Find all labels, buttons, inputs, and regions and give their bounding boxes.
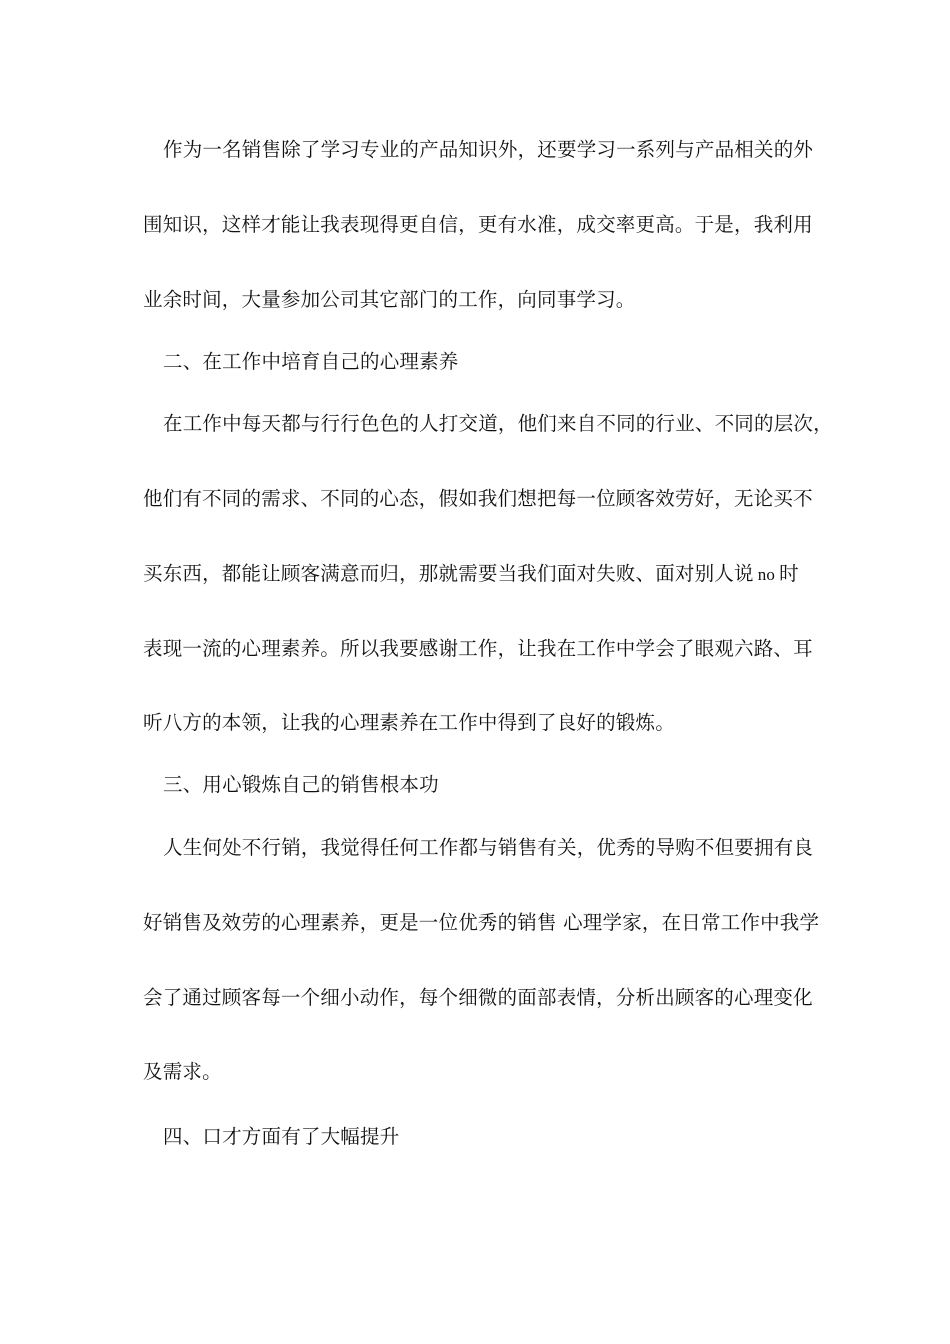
paragraph-line: 好销售及效劳的心理素养，更是一位优秀的销售 心理学家，在日常工作中我学: [143, 911, 820, 934]
section-heading: 二、在工作中培育自己的心理素养: [163, 350, 459, 373]
paragraph-line: 人生何处不行销，我觉得任何工作都与销售有关，优秀的导购不但要拥有良: [163, 836, 814, 859]
paragraph-line: 他们有不同的需求、不同的心态，假如我们想把每一位顾客效劳好，无论买不: [143, 487, 813, 510]
paragraph-line: [143, 560, 813, 589]
paragraph-text: 买东西，都能让顾客满意而归，那就需要当我们面对失败、面对别人说: [143, 562, 754, 585]
paragraph-line: 表现一流的心理素养。所以我要感谢工作，让我在工作中学会了眼观六路、耳: [143, 637, 813, 660]
paragraph-line: 作为一名销售除了学习专业的产品知识外，还要学习一系列与产品相关的外: [163, 138, 814, 161]
paragraph-text: 时: [779, 562, 799, 585]
section-heading: 四、口才方面有了大幅提升: [163, 1125, 400, 1148]
paragraph-line: 会了通过顾客每一个细小动作，每个细微的面部表情，分析出顾客的心理变化: [143, 986, 813, 1009]
paragraph-line: 业余时间，大量参加公司其它部门的工作，向同事学习。: [143, 288, 636, 311]
paragraph-line: 及需求。: [143, 1060, 222, 1083]
section-heading: 三、用心锻炼自己的销售根本功: [163, 773, 439, 796]
latin-word: no: [757, 565, 776, 584]
paragraph-line: 在工作中每天都与行行色色的人打交道，他们来自不同的行业、不同的层次，: [163, 412, 833, 435]
paragraph-line: 听八方的本领，让我的心理素养在工作中得到了良好的锻炼。: [143, 711, 675, 734]
paragraph-line: 围知识，这样才能让我表现得更自信，更有水准，成交率更高。于是，我利用: [143, 213, 813, 236]
